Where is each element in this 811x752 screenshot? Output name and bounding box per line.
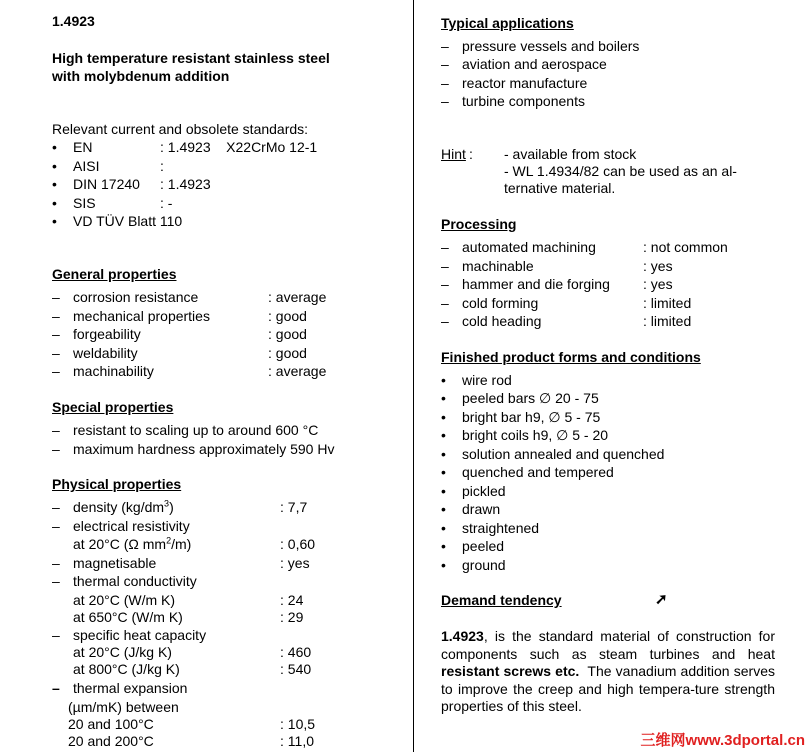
conductivity-value: : 29 [280,609,304,625]
site-watermark: 三维网www.3dportal.cn [640,731,805,749]
demand-tendency-heading: Demand tendency [441,592,562,608]
dash: – [52,441,60,457]
page-title-line2: with molybdenum addition [52,68,230,84]
dash: – [441,56,449,72]
expansion-label: thermal expansion [73,680,188,696]
product-form: peeled [462,538,505,554]
dash: – [52,573,60,589]
property-name: mechanical properties [73,308,210,324]
material-description: 1.4923, is the standard material of construction for components such as steam turbines and heat resistant screws etc. The vanadium addition serves to improve the creep and high tempera-ture strength properties of this steel. [441,628,779,714]
bullet: • [441,446,446,462]
physical-properties-heading: Physical properties [52,476,182,492]
standard-value: : 1.4923 X22CrMo 12-1 [160,139,318,155]
property-name: corrosion resistance [73,289,199,305]
page-title-line1: High temperature resistant stainless steel [52,50,330,66]
density-value: : 7,7 [280,499,308,515]
product-form: quenched and tempered [462,464,614,480]
dash: – [52,363,60,379]
bullet: • [52,176,57,192]
hint-line: - available from stock [504,146,637,162]
standard-value: : - [160,195,173,211]
product-form: drawn [462,501,501,517]
application-item: pressure vessels and boilers [462,38,640,54]
expansion-value: : 11,0 [280,733,314,749]
process-value: : limited [643,295,692,311]
property-name: forgeability [73,326,141,342]
property-value: : average [268,289,327,305]
expansion-value: : 10,5 [280,716,316,732]
dash: – [441,258,449,274]
process-value: : limited [643,313,692,329]
dash: – [52,555,60,571]
bullet: • [441,390,446,406]
process-name: cold heading [462,313,542,329]
property-value: : good [268,326,307,342]
rising-arrow-icon: ➚ [655,591,668,608]
special-property: maximum hardness approximately 590 Hv [73,441,335,457]
bullet: • [441,427,446,443]
heat-capacity-value: : 540 [280,661,312,677]
expansion-condition: 20 and 200°C [68,733,154,749]
bullet: • [441,520,446,536]
heat-capacity-label: specific heat capacity [73,627,207,643]
process-name: cold forming [462,295,539,311]
product-form: ground [462,557,506,573]
dash: – [52,627,60,643]
dash: – [441,295,449,311]
process-name: hammer and die forging [462,276,610,292]
application-item: aviation and aerospace [462,56,607,72]
general-properties-heading: General properties [52,266,177,282]
dash: – [441,313,449,329]
resistivity-value: : 0,60 [280,536,316,552]
bullet: • [52,158,57,174]
product-form: straightened [462,520,540,536]
density-label: density $(kg/dm^3)$ [73,498,174,515]
property-name: weldability [73,345,138,361]
dash: – [52,422,60,438]
dash: – [441,239,449,255]
magnetisable-value: : yes [280,555,310,571]
process-name: machinable [462,258,534,274]
standard-name: AISI [73,158,100,174]
dash: – [52,518,60,534]
conductivity-condition: at 650°C (W/m K) [73,609,183,625]
resistivity-label: electrical resistivity [73,518,190,534]
bullet: • [441,409,446,425]
bullet: • [441,557,446,573]
hint-colon: : [469,146,473,162]
standard-name: VD TÜV Blatt 110 [73,213,183,229]
hint-label: Hint [441,146,466,162]
product-form: bright coils h9, ∅ 5 - 20 [462,427,609,443]
expansion-condition: 20 and 100°C [68,716,154,732]
dash: – [441,75,449,91]
standards-heading: Relevant current and obsolete standards: [52,121,309,137]
dash: – [441,276,449,292]
dash: – [52,499,60,515]
hint-line: - WL 1.4934/82 can be used as an al- [504,163,737,179]
product-form: bright bar h9, ∅ 5 - 75 [462,409,601,425]
standard-value: : [160,158,164,174]
dash: – [52,326,60,342]
conductivity-condition: at 20°C (W/m K) [73,592,176,608]
standard-name: EN [73,139,93,155]
property-name: machinability [73,363,154,379]
processing-heading: Processing [441,216,517,232]
conductivity-value: : 24 [280,592,304,608]
property-value: : good [268,308,307,324]
standard-name: SIS [73,195,96,211]
special-property: resistant to scaling up to around 600 °C [73,422,319,438]
special-properties-heading: Special properties [52,399,174,415]
bullet: • [52,195,57,211]
hint-line: ternative material. [504,180,616,196]
dash: – [441,93,449,109]
dash: – [52,345,60,361]
dash: – [441,38,449,54]
heat-capacity-condition: at 800°C (J/kg K) [73,661,180,677]
magnetisable-label: magnetisable [73,555,157,571]
expansion-unit: (µm/mK) between [68,699,179,715]
dash: – [52,308,60,324]
bullet: • [441,538,446,554]
process-name: automated machining [462,239,596,255]
resistivity-condition: at 20°C (Ω $mm^2/m$) [73,535,192,552]
dash: – [52,680,60,696]
process-value: : not common [643,239,728,255]
material-number: 1.4923 [52,13,95,29]
process-value: : yes [643,258,673,274]
bullet: • [441,464,446,480]
finished-forms-heading: Finished product forms and conditions [441,349,701,365]
product-form: wire rod [462,372,512,388]
bullet: • [52,139,57,155]
application-item: reactor manufacture [462,75,588,91]
standard-name: DIN 17240 [73,176,140,192]
bullet: • [52,213,57,229]
heat-capacity-condition: at 20°C (J/kg K) [73,644,172,660]
application-item: turbine components [462,93,585,109]
property-value: : average [268,363,327,379]
product-form: solution annealed and quenched [462,446,665,462]
conductivity-label: thermal conductivity [73,573,197,589]
dash: – [52,289,60,305]
bullet: • [441,483,446,499]
property-value: : good [268,345,307,361]
bullet: • [441,372,446,388]
applications-heading: Typical applications [441,15,574,31]
heat-capacity-value: : 460 [280,644,312,660]
process-value: : yes [643,276,673,292]
product-form: pickled [462,483,506,499]
bullet: • [441,501,446,517]
standard-value: : 1.4923 [160,176,211,192]
product-form: peeled bars ∅ 20 - 75 [462,390,599,406]
column-divider [413,0,414,752]
